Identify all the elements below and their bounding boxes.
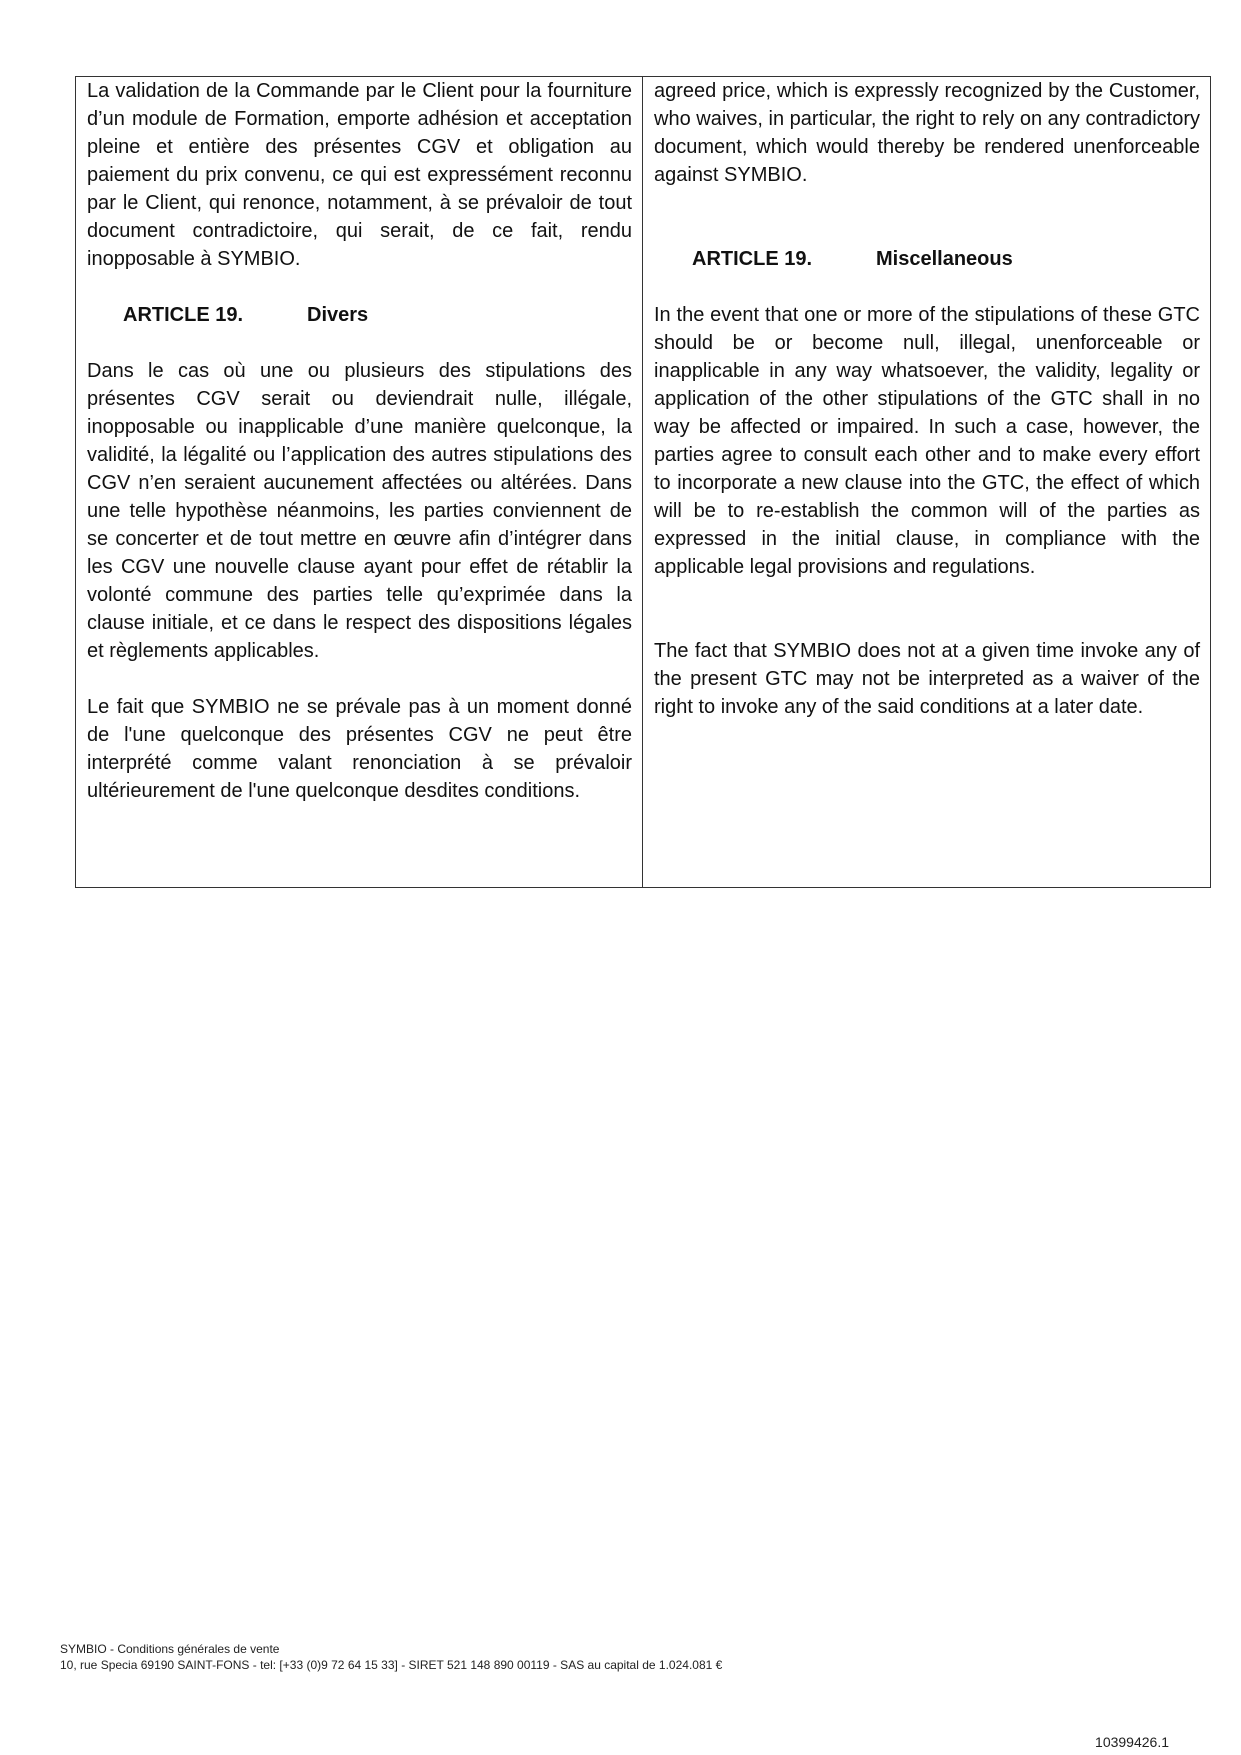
footer-address: 10, rue Specia 69190 SAINT-FONS - tel: [+33 (0)9 72 64 15 33] - SIRET 521 148 890 00119 - SAS au capital de 1.024.081 € <box>60 1658 723 1672</box>
english-article-heading <box>654 245 1200 273</box>
bilingual-terms-table <box>75 76 1211 888</box>
spacer <box>654 273 1200 301</box>
french-article-title: Divers <box>307 304 369 326</box>
english-article-number: ARTICLE 19. <box>692 248 813 270</box>
spacer <box>87 273 632 301</box>
spacer <box>654 189 1200 245</box>
footer-title: SYMBIO - Conditions générales de vente <box>60 1642 280 1656</box>
spacer <box>87 665 632 693</box>
english-paragraph-1: In the event that one or more of the stipulations of these GTC should be or become null, illegal, unenforceable or inapplicable in any way whatsoever, the validity, legality or application of the other stipulations of the GTC shall in no way be affected or impaired. In such a case, however, the parties agree to consult each other and to make every effort to incorporate a new clause into the GTC, the effect of which will be to re-establish the common will of the parties as expressed in the initial clause, in compliance with the applicable legal provisions and regulations. <box>654 304 1200 578</box>
english-paragraph-2: The fact that SYMBIO does not at a given time invoke any of the present GTC may not be interpreted as a waiver of the right to invoke any of the said conditions at a later date. <box>654 640 1200 718</box>
french-column <box>76 77 643 888</box>
spacer <box>87 329 632 357</box>
english-intro-paragraph: agreed price, which is expressly recognized by the Customer, who waives, in particular, the right to rely on any contradictory document, which would thereby be rendered unenforceable against SYMBIO. <box>654 80 1200 186</box>
spacer <box>654 581 1200 637</box>
page-footer <box>60 1641 722 1673</box>
table-row <box>76 77 1211 888</box>
document-reference-number: 10399426.1 <box>1095 1734 1169 1750</box>
french-intro-paragraph: La validation de la Commande par le Client pour la fourniture d’un module de Formation, emporte adhésion et acceptation pleine et entière des présentes CGV et obligation au paiement du prix convenu, ce qui est expressément reconnu par le Client, qui renonce, notamment, à se prévaloir de tout document contradictoire, qui serait, de ce fait, rendu inopposable à SYMBIO. <box>87 80 632 270</box>
french-paragraph-2: Le fait que SYMBIO ne se prévale pas à un moment donné de l'une quelconque des présentes CGV ne peut être interprété comme valant renonciation à se prévaloir ultérieurement de l'une quelconque desdites conditions. <box>87 696 632 802</box>
french-paragraph-1: Dans le cas où une ou plusieurs des stipulations des présentes CGV serait ou deviendrait nulle, illégale, inopposable ou inapplicable d’une manière quelconque, la validité, la légalité ou l’application des autres stipulations des CGV n’en seraient aucunement affectées ou altérées. Dans une telle hypothèse néanmoins, les parties conviennent de se concerter et de tout mettre en œuvre afin d’intégrer dans les CGV une nouvelle clause ayant pour effet de rétablir la volonté commune des parties telle qu’exprimée dans la clause initiale, et ce dans le respect des dispositions légales et règlements applicables. <box>87 360 632 662</box>
french-article-number: ARTICLE 19. <box>123 304 244 326</box>
english-article-title: Miscellaneous <box>876 248 1013 270</box>
french-article-heading <box>87 301 632 329</box>
english-column <box>643 77 1211 888</box>
